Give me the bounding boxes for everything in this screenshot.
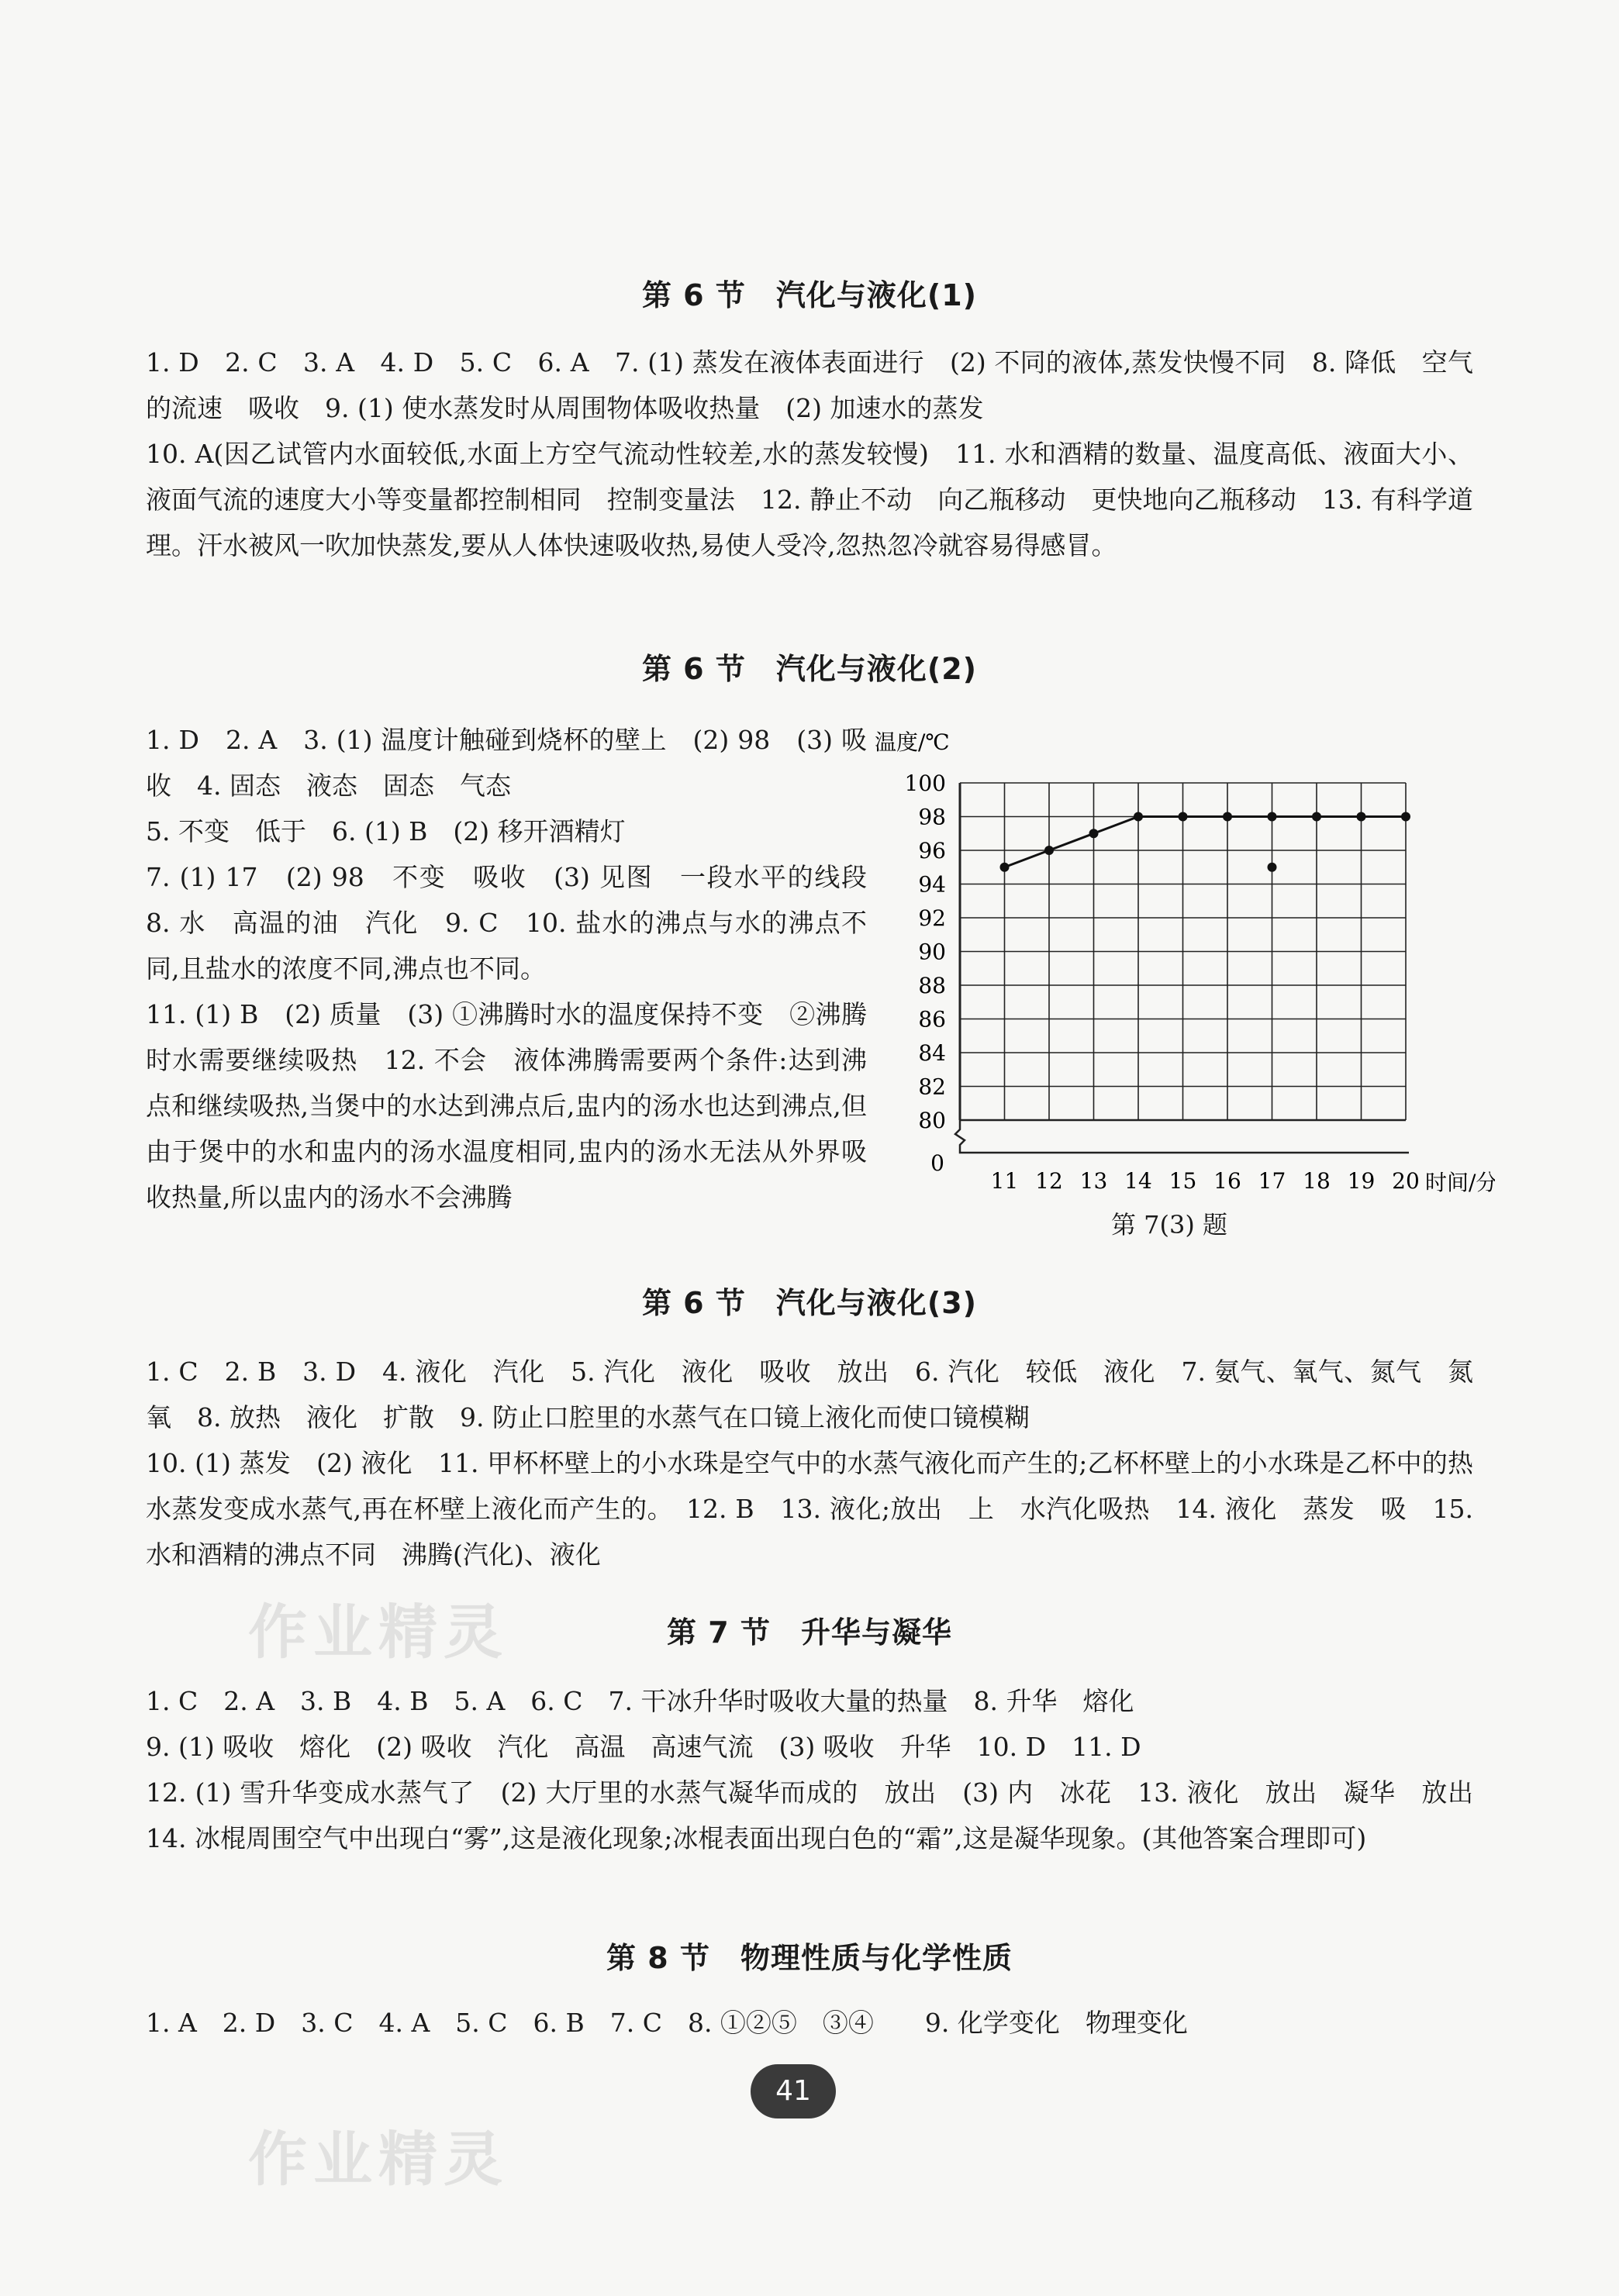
answer-line: 1. D 2. A 3. (1) 温度计触碰到烧杯的壁上 (2) 98 (3) 吸收 4. 固态 液态 固态 气态 [146, 725, 867, 801]
x-tick-label: 17 [1258, 1168, 1286, 1194]
temperature-line [1005, 817, 1407, 867]
answer-line: 1. C 2. B 3. D 4. 液化 汽化 5. 汽化 液化 吸收 放出 6. 汽化 较低 液化 7. 氨气、氧气、氮气 氮 氧 8. 放热 液化 扩散 9. 防止口腔里的水蒸气在口镜上液化而使口镜模糊 [146, 1357, 1499, 1432]
x-tick-label: 16 [1213, 1168, 1241, 1194]
answer-line: 11. (1) B (2) 质量 (3) ①沸腾时水的温度保持不变 ②沸腾时水需要继续吸热 12. 不会 液体沸腾需要两个条件:达到沸点和继续吸热,当煲中的水达到沸点后,盅内的汤水也达到沸点,但由于煲中的水和盅内的汤水温度相同,盅内的汤水无法从外界吸收热量,所以盅内的汤水不会沸腾 [146, 999, 867, 1212]
y-tick-label: 88 [918, 973, 946, 998]
answer-line: 12. (1) 雪升华变成水蒸气了 (2) 大厅里的水蒸气凝华而成的 放出 (3) 内 冰花 13. 液化 放出 凝华 放出 14. 冰棍周围空气中出现白“雾”,这是液化现象;冰棍表面出现白色的“霜”,这是凝华现象。(其他答案合理即可) [146, 1777, 1499, 1853]
y-tick-label: 90 [918, 939, 946, 965]
answer-line: 7. (1) 17 (2) 98 不变 吸收 (3) 见图 一段水平的线段 8. 水 高温的油 汽化 9. C 10. 盐水的沸点与水的沸点不同,且盐水的浓度不同,沸点也不同。 [146, 862, 892, 984]
outlier-point [1268, 863, 1277, 872]
temperature-chart [867, 725, 1495, 1252]
answer-line: 1. D 2. C 3. A 4. D 5. C 6. A 7. (1) 蒸发在液体表面进行 (2) 不同的液体,蒸发快慢不同 8. 降低 空气的流速 吸收 9. (1) 使水蒸发时从周围物体吸收热量 (2) 加速水的蒸发 [146, 347, 1473, 423]
chart-svg [867, 725, 1495, 1205]
x-axis-label: 时间/分 [1425, 1170, 1495, 1195]
y-tick-label: 94 [918, 871, 946, 898]
section-body-6-1 [146, 340, 1473, 568]
data-point [1357, 812, 1366, 822]
section-title-6-1: 第 6 节 汽化与液化(1) [641, 278, 978, 312]
answer-line: 10. (1) 蒸发 (2) 液化 11. 甲杯杯壁上的小水珠是空气中的水蒸气液化而产生的;乙杯杯壁上的小水珠是乙杯中的热水蒸发变成水蒸气,再在杯壁上液化而产生的。 12. B 13. 液化;放出 上 水汽化吸热 14. 液化 蒸发 吸 15. 水和酒精的沸点不同 沸腾(汽化)、液化 [146, 1448, 1473, 1570]
answer-line: 10. A(因乙试管内水面较低,水面上方空气流动性较差,水的蒸发较慢) 11. 水和酒精的数量、温度高低、液面大小、液面气流的速度大小等变量都控制相同 控制变量法 12. 静止不动 向乙瓶移动 更快地向乙瓶移动 13. 有科学道理。汗水被风一吹加快蒸发,要从人体快速吸收热,易使人受冷,忽热忽冷就容易得感冒。 [146, 439, 1473, 560]
x-tick-label: 11 [990, 1168, 1019, 1194]
x-tick-label: 14 [1124, 1168, 1152, 1194]
answer-line: 1. C 2. A 3. B 4. B 5. A 6. C 7. 干冰升华时吸收大量的热量 8. 升华 熔化 [146, 1686, 1134, 1716]
data-point [1179, 812, 1188, 822]
data-point [1312, 812, 1321, 822]
x-tick-label: 12 [1035, 1168, 1063, 1194]
y-tick-label: 100 [904, 771, 946, 796]
x-tick-label: 18 [1303, 1168, 1331, 1194]
data-point [1089, 829, 1099, 838]
watermark: 作业精灵 [248, 2125, 509, 2194]
watermark: 作业精灵 [248, 1598, 509, 1667]
y-tick-label: 98 [918, 804, 946, 830]
y-tick-label: 92 [918, 905, 946, 931]
axis-break-line [955, 1120, 1409, 1153]
y-tick-label: 80 [918, 1108, 946, 1133]
data-point [1401, 812, 1410, 822]
section-title-7: 第 7 节 升华与凝华 [667, 1615, 952, 1650]
y-tick-label: 82 [918, 1074, 946, 1100]
section-title-6-2: 第 6 节 汽化与液化(2) [641, 652, 978, 686]
y-tick-label: 86 [918, 1006, 946, 1033]
x-tick-label: 15 [1169, 1168, 1197, 1194]
section-title-8: 第 8 节 物理性质与化学性质 [606, 1941, 1013, 1975]
data-point [1134, 812, 1143, 822]
y-tick-label: 84 [918, 1040, 946, 1066]
y-origin-label: 0 [930, 1150, 944, 1176]
x-tick-label: 19 [1347, 1168, 1376, 1194]
answer-line: 5. 不变 低于 6. (1) B (2) 移开酒精灯 [146, 816, 626, 846]
section-body-8 [146, 2000, 1473, 2046]
y-axis-label: 温度/℃ [875, 729, 950, 755]
x-tick-label: 13 [1079, 1168, 1108, 1194]
data-point [1044, 846, 1054, 855]
answer-line: 9. (1) 吸收 熔化 (2) 吸收 汽化 高温 高速气流 (3) 吸收 升华 10. D 11. D [146, 1732, 1141, 1762]
data-point [1223, 812, 1232, 822]
data-point [1268, 812, 1277, 822]
answer-line: 1. A 2. D 3. C 4. A 5. C 6. B 7. C 8. ①②⑤ ③④ 9. 化学变化 物理变化 [146, 2008, 1188, 2038]
y-tick-label: 96 [918, 838, 946, 864]
section-body-6-2 [146, 717, 892, 1220]
section-title-6-3: 第 6 节 汽化与液化(3) [641, 1286, 978, 1320]
page-number: 41 [751, 2064, 836, 2118]
data-point [1000, 863, 1010, 872]
section-body-6-3 [146, 1349, 1499, 1577]
x-tick-label: 20 [1392, 1168, 1420, 1194]
section-body-7 [146, 1678, 1499, 1861]
chart-caption: 第 7(3) 题 [1110, 1210, 1228, 1239]
